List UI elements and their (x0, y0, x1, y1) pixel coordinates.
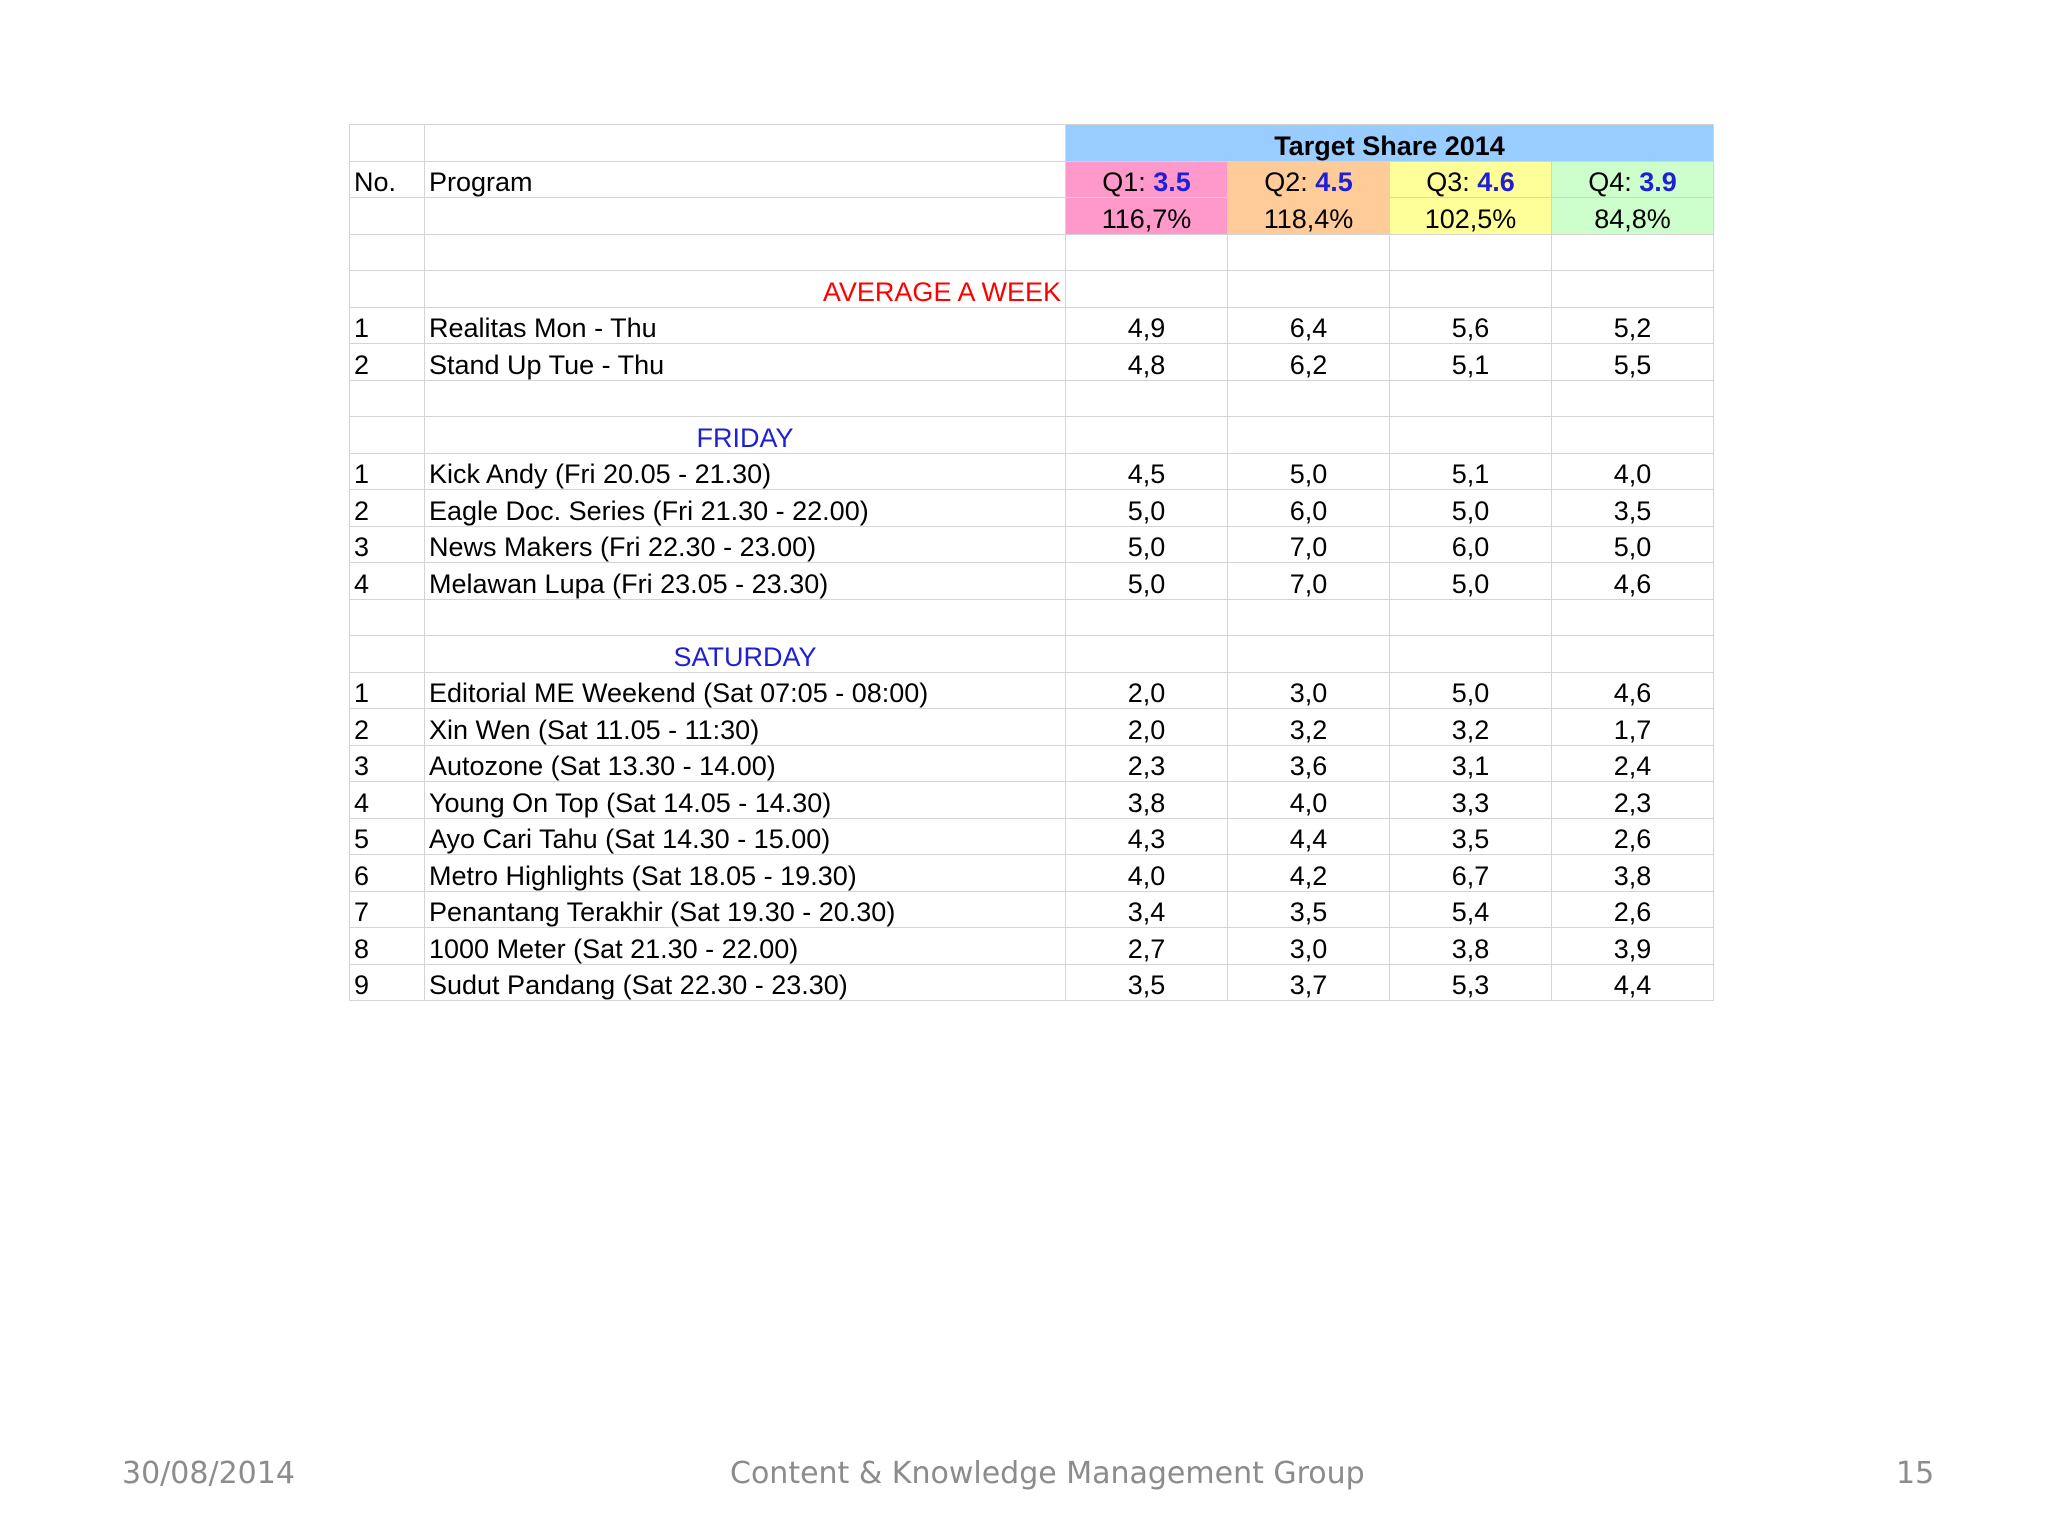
q3-value: 5,1 (1390, 344, 1552, 381)
row-number: 9 (350, 964, 425, 1001)
q4-value: 2,3 (1552, 782, 1714, 819)
blank-cell (425, 599, 1066, 636)
q1-target-header (1066, 161, 1228, 198)
program-name: 1000 Meter (Sat 21.30 - 22.00) (425, 928, 1066, 965)
blank-cell (350, 271, 425, 308)
table-body (350, 125, 1714, 1001)
q1-target-value: 3.5 (1153, 167, 1191, 197)
q2-value: 6,4 (1228, 307, 1390, 344)
q4-value: 5,2 (1552, 307, 1714, 344)
target-share-table (349, 124, 1714, 1001)
q1-value: 4,3 (1066, 818, 1228, 855)
q2-value: 7,0 (1228, 526, 1390, 563)
q4-value: 3,8 (1552, 855, 1714, 892)
blank-cell (1228, 271, 1390, 308)
q3-label: Q3: (1426, 167, 1470, 197)
q4-value: 4,6 (1552, 672, 1714, 709)
row-number: 5 (350, 818, 425, 855)
program-name: Sudut Pandang (Sat 22.30 - 23.30) (425, 964, 1066, 1001)
q4-target-header (1552, 161, 1714, 198)
spacer-row (350, 234, 1714, 271)
program-name: Autozone (Sat 13.30 - 14.00) (425, 745, 1066, 782)
program-name: News Makers (Fri 22.30 - 23.00) (425, 526, 1066, 563)
q2-value: 3,0 (1228, 672, 1390, 709)
row-number: 4 (350, 563, 425, 600)
q1-value: 2,3 (1066, 745, 1228, 782)
blank-cell (1552, 636, 1714, 673)
row-number: 1 (350, 453, 425, 490)
blank-cell (350, 198, 425, 235)
section-header-row (350, 636, 1714, 673)
blank-cell (1552, 234, 1714, 271)
percent-row (350, 198, 1714, 235)
q1-percent: 116,7% (1066, 198, 1228, 235)
q1-value: 2,0 (1066, 709, 1228, 746)
row-number: 3 (350, 745, 425, 782)
q1-value: 5,0 (1066, 490, 1228, 527)
q1-value: 2,0 (1066, 672, 1228, 709)
q1-label: Q1: (1102, 167, 1146, 197)
table-row (350, 307, 1714, 344)
table-row (350, 563, 1714, 600)
q4-value: 5,0 (1552, 526, 1714, 563)
section-header-row (350, 271, 1714, 308)
program-name: Young On Top (Sat 14.05 - 14.30) (425, 782, 1066, 819)
row-number: 6 (350, 855, 425, 892)
q3-value: 3,1 (1390, 745, 1552, 782)
q4-value: 2,4 (1552, 745, 1714, 782)
q3-value: 3,3 (1390, 782, 1552, 819)
q3-value: 5,4 (1390, 891, 1552, 928)
q1-value: 4,5 (1066, 453, 1228, 490)
q2-value: 5,0 (1228, 453, 1390, 490)
q2-percent: 118,4% (1228, 198, 1390, 235)
q2-value: 4,2 (1228, 855, 1390, 892)
blank-cell (1390, 234, 1552, 271)
q3-value: 3,8 (1390, 928, 1552, 965)
header-row (350, 161, 1714, 198)
q2-value: 4,0 (1228, 782, 1390, 819)
section-header-row (350, 417, 1714, 454)
q3-value: 5,0 (1390, 672, 1552, 709)
blank-cell (1552, 380, 1714, 417)
blank-cell (1066, 271, 1228, 308)
row-number: 7 (350, 891, 425, 928)
program-name: Kick Andy (Fri 20.05 - 21.30) (425, 453, 1066, 490)
section-title: AVERAGE A WEEK (425, 271, 1066, 308)
q2-value: 3,2 (1228, 709, 1390, 746)
col-program-header: Program (425, 161, 1066, 198)
program-name: Realitas Mon - Thu (425, 307, 1066, 344)
program-name: Xin Wen (Sat 11.05 - 11:30) (425, 709, 1066, 746)
q3-percent: 102,5% (1390, 198, 1552, 235)
program-name: Stand Up Tue - Thu (425, 344, 1066, 381)
q3-value: 5,6 (1390, 307, 1552, 344)
table-row (350, 745, 1714, 782)
blank-cell (1390, 636, 1552, 673)
blank-cell (425, 234, 1066, 271)
spacer-row (350, 380, 1714, 417)
blank-cell (1228, 417, 1390, 454)
program-name: Melawan Lupa (Fri 23.05 - 23.30) (425, 563, 1066, 600)
q3-value: 6,7 (1390, 855, 1552, 892)
table-row (350, 928, 1714, 965)
blank-cell (1390, 599, 1552, 636)
q4-percent: 84,8% (1552, 198, 1714, 235)
q4-value: 3,5 (1552, 490, 1714, 527)
q2-value: 7,0 (1228, 563, 1390, 600)
q1-value: 4,0 (1066, 855, 1228, 892)
row-number: 3 (350, 526, 425, 563)
blank-cell (1390, 417, 1552, 454)
blank-cell (425, 125, 1066, 162)
blank-cell (1552, 599, 1714, 636)
blank-cell (1228, 234, 1390, 271)
footer-page-number: 15 (1896, 1456, 1935, 1491)
q1-value: 4,9 (1066, 307, 1228, 344)
table-row (350, 672, 1714, 709)
q2-value: 4,4 (1228, 818, 1390, 855)
table-title: Target Share 2014 (1066, 125, 1714, 162)
q1-value: 5,0 (1066, 526, 1228, 563)
q1-value: 4,8 (1066, 344, 1228, 381)
row-number: 1 (350, 307, 425, 344)
q4-value: 4,4 (1552, 964, 1714, 1001)
table-row (350, 782, 1714, 819)
q1-value: 3,8 (1066, 782, 1228, 819)
q2-label: Q2: (1264, 167, 1308, 197)
row-number: 2 (350, 709, 425, 746)
blank-cell (350, 599, 425, 636)
row-number: 2 (350, 490, 425, 527)
spacer-row (350, 599, 1714, 636)
title-row (350, 125, 1714, 162)
q2-value: 3,7 (1228, 964, 1390, 1001)
program-name: Eagle Doc. Series (Fri 21.30 - 22.00) (425, 490, 1066, 527)
footer-group: Content & Knowledge Management Group (730, 1456, 1365, 1491)
q4-value: 2,6 (1552, 891, 1714, 928)
q3-value: 5,3 (1390, 964, 1552, 1001)
row-number: 8 (350, 928, 425, 965)
q1-value: 5,0 (1066, 563, 1228, 600)
blank-cell (1066, 234, 1228, 271)
q3-value: 5,1 (1390, 453, 1552, 490)
col-no-header: No. (350, 161, 425, 198)
q3-value: 3,5 (1390, 818, 1552, 855)
blank-cell (1228, 380, 1390, 417)
program-name: Editorial ME Weekend (Sat 07:05 - 08:00) (425, 672, 1066, 709)
blank-cell (1228, 599, 1390, 636)
q2-target-value: 4.5 (1315, 167, 1353, 197)
q2-value: 3,6 (1228, 745, 1390, 782)
q3-value: 5,0 (1390, 490, 1552, 527)
row-number: 2 (350, 344, 425, 381)
q3-value: 5,0 (1390, 563, 1552, 600)
q3-value: 6,0 (1390, 526, 1552, 563)
program-name: Ayo Cari Tahu (Sat 14.30 - 15.00) (425, 818, 1066, 855)
q1-value: 2,7 (1066, 928, 1228, 965)
q1-value: 3,5 (1066, 964, 1228, 1001)
blank-cell (350, 380, 425, 417)
table-row (350, 453, 1714, 490)
q4-target-value: 3.9 (1639, 167, 1677, 197)
q2-target-header (1228, 161, 1390, 198)
q2-value: 3,5 (1228, 891, 1390, 928)
table-row (350, 818, 1714, 855)
blank-cell (1390, 271, 1552, 308)
blank-cell (350, 636, 425, 673)
program-name: Metro Highlights (Sat 18.05 - 19.30) (425, 855, 1066, 892)
section-title: FRIDAY (425, 417, 1066, 454)
q4-value: 3,9 (1552, 928, 1714, 965)
q4-value: 2,6 (1552, 818, 1714, 855)
blank-cell (1066, 636, 1228, 673)
q3-target-value: 4.6 (1477, 167, 1515, 197)
table-row (350, 891, 1714, 928)
q2-value: 6,2 (1228, 344, 1390, 381)
blank-cell (1066, 417, 1228, 454)
q4-value: 5,5 (1552, 344, 1714, 381)
blank-cell (350, 125, 425, 162)
table-row (350, 490, 1714, 527)
q4-value: 1,7 (1552, 709, 1714, 746)
row-number: 4 (350, 782, 425, 819)
q3-value: 3,2 (1390, 709, 1552, 746)
footer-date: 30/08/2014 (122, 1456, 295, 1491)
blank-cell (425, 380, 1066, 417)
blank-cell (1390, 380, 1552, 417)
blank-cell (350, 234, 425, 271)
q4-value: 4,0 (1552, 453, 1714, 490)
row-number: 1 (350, 672, 425, 709)
table-row (350, 709, 1714, 746)
q4-value: 4,6 (1552, 563, 1714, 600)
table-row (350, 964, 1714, 1001)
blank-cell (1228, 636, 1390, 673)
table-row (350, 344, 1714, 381)
q2-value: 3,0 (1228, 928, 1390, 965)
table-row (350, 855, 1714, 892)
blank-cell (1066, 599, 1228, 636)
q1-value: 3,4 (1066, 891, 1228, 928)
blank-cell (350, 417, 425, 454)
blank-cell (425, 198, 1066, 235)
q4-label: Q4: (1588, 167, 1632, 197)
blank-cell (1552, 271, 1714, 308)
blank-cell (1066, 380, 1228, 417)
section-title: SATURDAY (425, 636, 1066, 673)
program-name: Penantang Terakhir (Sat 19.30 - 20.30) (425, 891, 1066, 928)
blank-cell (1552, 417, 1714, 454)
q2-value: 6,0 (1228, 490, 1390, 527)
table-row (350, 526, 1714, 563)
q3-target-header (1390, 161, 1552, 198)
